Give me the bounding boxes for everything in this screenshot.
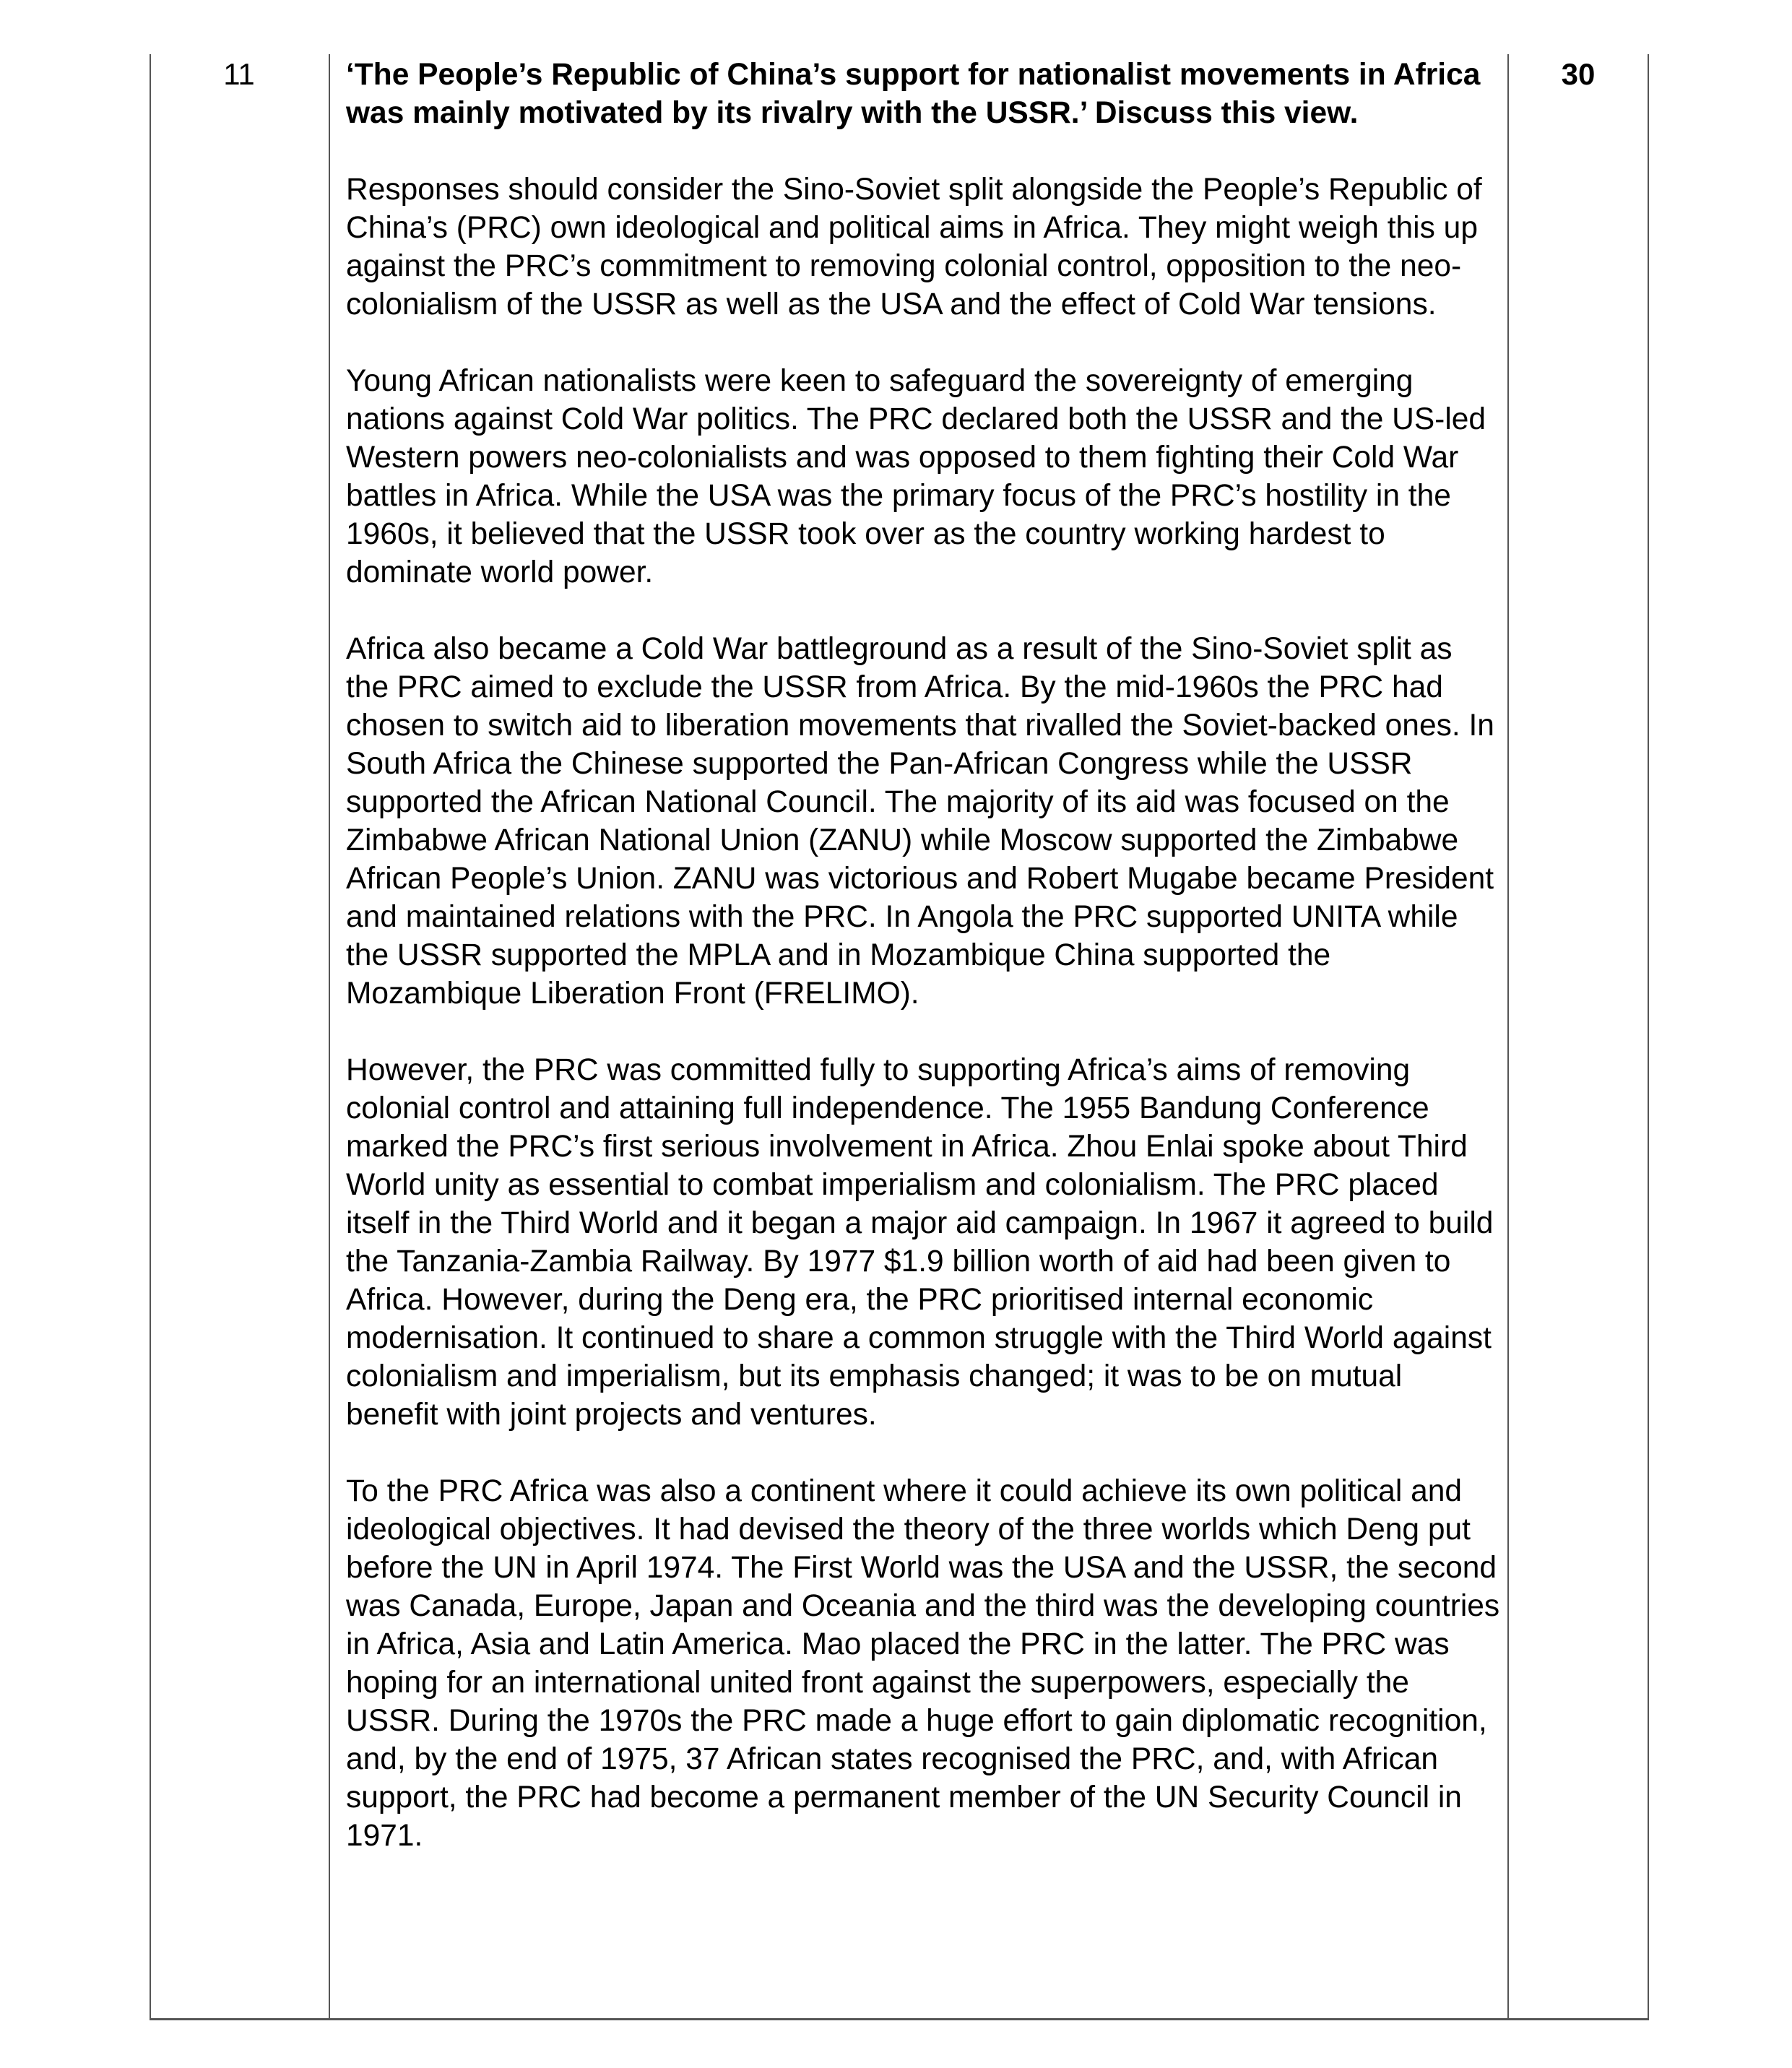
table-border-right	[1648, 54, 1649, 2020]
question-prompt: ‘The People’s Republic of China’s support for nationalist movements in Africa was mainly motivated by its rivalry with the USSR.’ Discuss this view.	[346, 58, 1481, 130]
question-number: 11	[223, 57, 255, 91]
guidance-paragraph: However, the PRC was committed fully to supporting Africa’s aims of removing colonial control and attaining full independence. The 1955 Bandung Conference marked the PRC’s first serious involvement in Africa. Zhou Enlai spoke about Third World unity as essential to combat imperialism and colonialism. The PRC placed itself in the Third World and it began a major aid campaign. In 1967 it agreed to build the Tanzania-Zambia Railway. By 1977 $1.9 billion worth of aid had been given to Africa. However, during the Deng era, the PRC prioritised internal economic modernisation. It continued to share a common struggle with the Third World against colonialism and imperialism, but its emphasis changed; it was to be on mutual benefit with joint projects and ventures.	[346, 1053, 1494, 1432]
guidance-paragraph: Africa also became a Cold War battleground as a result of the Sino-Soviet split as the PRC aimed to exclude the USSR from Africa. By the mid-1960s the PRC had chosen to switch aid to liberation movements that rivalled the Soviet-backed ones. In South Africa the Chinese supported the Pan-African Congress while the USSR supported the African National Council. The majority of its aid was focused on the Zimbabwe African National Union (ZANU) while Moscow supported the Zimbabwe African People’s Union. ZANU was victorious and Robert Mugabe became President and maintained relations with the PRC. In Angola the PRC supported UNITA while the USSR supported the MPLA and in Mozambique China supported the Mozambique Liberation Front (FRELIMO).	[346, 632, 1494, 1011]
mark-scheme-table	[150, 54, 1649, 2020]
guidance-paragraph: Responses should consider the Sino-Soviet split alongside the People’s Republic of China’s (PRC) own ideological and political aims in Africa. They might weigh this up against the PRC’s commitment to removing colonial control, opposition to the neo-colonialism of the USSR as well as the USA and the effect of Cold War tensions.	[346, 173, 1482, 321]
guidance-paragraph: To the PRC Africa was also a continent where it could achieve its own political and ideological objectives. It had devised the theory of the three worlds which Deng put before the UN in April 1974. The First World was the USA and the USSR, the second was Canada, Europe, Japan and Oceania and the third was the developing countries in Africa, Asia and Latin America. Mao placed the PRC in the latter. The PRC was hoping for an international united front against the superpowers, especially the USSR. During the 1970s the PRC made a huge effort to gain diplomatic recognition, and, by the end of 1975, 37 African states recognised the PRC, and, with African support, the PRC had become a permanent member of the UN Security Council in 1971.	[346, 1474, 1500, 1853]
guidance-paragraph: Young African nationalists were keen to safeguard the sovereignty of emerging nations against Cold War politics. The PRC declared both the USSR and the US-led Western powers neo-colonialists and was opposed to them fighting their Cold War battles in Africa. While the USA was the primary focus of the PRC’s hostility in the 1960s, it believed that the USSR took over as the country working hardest to dominate world power.	[346, 364, 1486, 589]
table-divider-number	[329, 54, 330, 2020]
answer-guidance	[346, 54, 1502, 1855]
question-marks: 30	[1561, 57, 1596, 91]
table-border-left	[150, 54, 151, 2020]
table-divider-marks	[1507, 54, 1509, 2020]
